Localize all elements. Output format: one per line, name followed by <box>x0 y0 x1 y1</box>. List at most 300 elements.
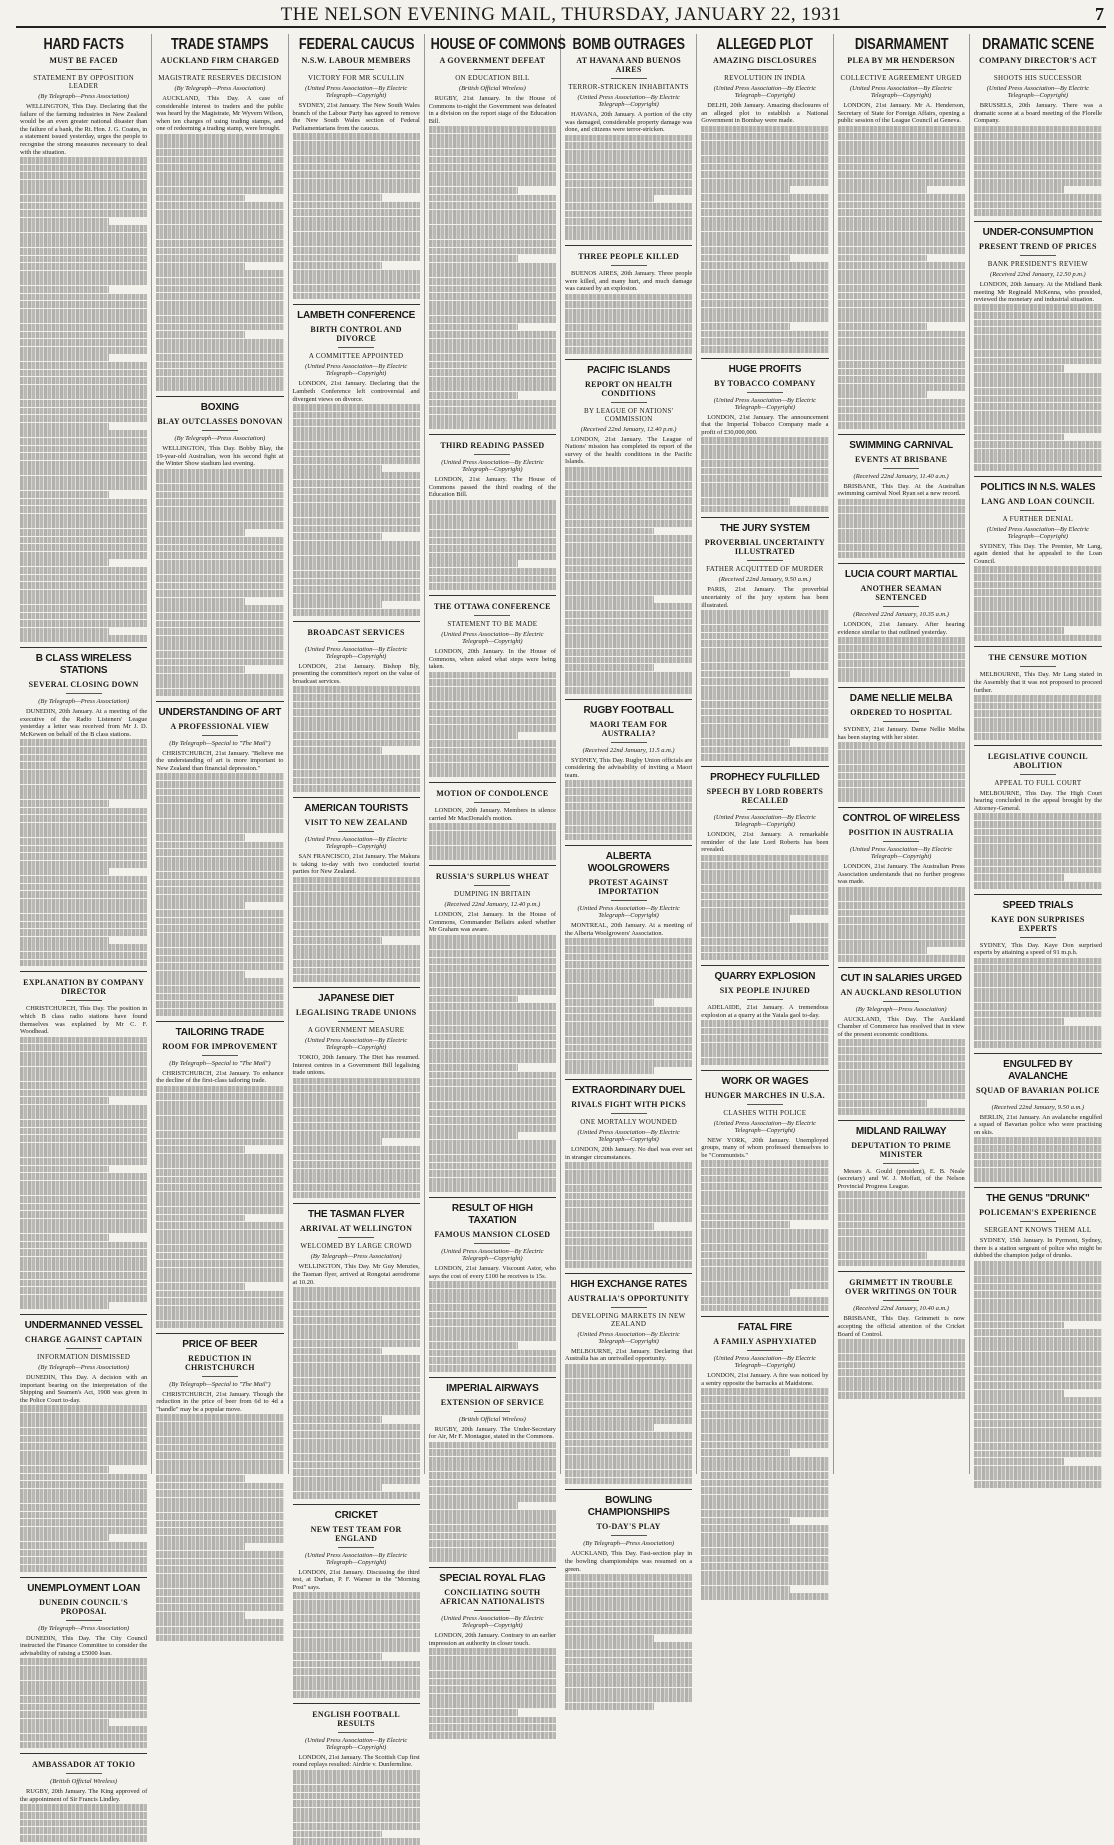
divider-rule <box>883 1001 919 1002</box>
text-line <box>429 293 556 300</box>
text-line <box>429 278 556 285</box>
story-byline: (United Press Association—By Electric Telegraph—Copyright) <box>713 813 817 828</box>
story-text: LONDON, 21st January. The League of Nations' mission has completed its report of the survey of the health conditions in the Pacific Islands. <box>565 435 693 466</box>
text-line <box>565 1253 692 1260</box>
news-story <box>429 434 556 590</box>
text-line <box>293 1093 420 1100</box>
story-byline: (By Telegraph—Special to "The Mail") <box>169 1380 271 1388</box>
text-line <box>429 853 556 860</box>
text-line <box>429 1296 556 1303</box>
story-text: SYDNEY, This Day. The Premier, Mr Lang, again denied that he appealed to the Loan Council. <box>973 542 1102 565</box>
text-line <box>701 194 828 201</box>
text-line <box>565 1261 692 1268</box>
text-line <box>20 552 147 559</box>
news-story <box>293 1703 420 1845</box>
text-line <box>974 350 1102 357</box>
text-line <box>156 834 245 841</box>
text-line <box>701 1160 828 1167</box>
text-line <box>293 526 420 533</box>
text-line <box>293 740 420 747</box>
text-line <box>429 1357 556 1364</box>
story-subheading: BROADCAST SERVICES <box>307 627 405 637</box>
text-line <box>565 1627 692 1634</box>
divider-rule <box>1020 774 1056 775</box>
story-byline: (British Official Wireless) <box>50 1778 118 1786</box>
text-line <box>701 133 828 140</box>
text-line <box>565 1424 654 1431</box>
story-subheading: AUSTRALIA'S OPPORTUNITY <box>567 1293 690 1303</box>
text-line <box>838 932 965 939</box>
text-line <box>293 270 420 277</box>
text-line <box>974 1352 1102 1359</box>
news-story <box>838 1120 965 1267</box>
text-line <box>701 1236 828 1243</box>
text-line <box>156 1597 283 1604</box>
text-line <box>156 826 283 833</box>
text-line <box>156 933 283 940</box>
text-line <box>838 506 965 513</box>
text-line <box>293 171 420 178</box>
text-line <box>156 1275 283 1282</box>
text-line <box>565 664 654 671</box>
story-text: AUCKLAND, This Day. The Auckland Chamber of Commerce has resolved that in view of the present economic conditions. <box>837 1015 965 1039</box>
text-line <box>20 1466 109 1473</box>
news-story <box>974 221 1102 471</box>
text-line <box>429 1079 556 1086</box>
text-line <box>565 687 692 694</box>
story-headline: UNDER-CONSUMPTION <box>982 226 1094 238</box>
news-story <box>565 1273 692 1485</box>
text-line <box>838 338 965 345</box>
text-line <box>20 1257 147 1264</box>
text-line <box>565 1478 692 1485</box>
news-story <box>156 56 283 391</box>
text-line <box>838 331 965 338</box>
text-line <box>565 1604 692 1611</box>
story-text: LONDON, 20th January. Contrary to an earlier impression an authority in closer touch. <box>428 1632 556 1647</box>
story-deck: TERROR-STRICKEN INHABITANTS <box>568 83 689 91</box>
text-line <box>701 1472 828 1479</box>
text-line <box>974 1367 1102 1374</box>
text-line <box>293 770 420 777</box>
text-line <box>429 1185 556 1192</box>
text-line <box>156 1521 283 1528</box>
news-story <box>20 971 147 1309</box>
text-line <box>701 610 828 617</box>
story-text: LONDON, 21st January. In the House of Commons, Commander Bellairs asked whether Mr Graham was aware. <box>428 911 556 934</box>
story-text: MONTREAL, 20th January. At a meeting of the Alberta Woolgrowers' Association. <box>565 922 693 937</box>
story-subheading: BY TOBACCO COMPANY <box>714 378 816 388</box>
text-line <box>565 1193 692 1200</box>
text-line <box>701 908 828 915</box>
text-line <box>156 575 283 582</box>
text-line <box>156 1498 283 1505</box>
text-line <box>429 1327 556 1334</box>
text-line <box>838 232 965 239</box>
text-line <box>565 634 692 641</box>
text-line <box>293 762 420 769</box>
text-line <box>701 1586 790 1593</box>
story-subheading: PLEA BY MR HENDERSON <box>847 56 955 65</box>
text-line <box>701 323 790 330</box>
story-text: WELLINGTON, This Day. Declaring that the failure of the farming industries in New Zealand would be an even greater national disaster than the failure of a bank, the Rt. Hon. J. G. Coates, in a statement issued yesterday, urges the people to recognise the strong measures necessary to deal with the situation. <box>20 103 148 156</box>
text-line <box>156 940 283 947</box>
story-subheading: MAORI TEAM FOR AUSTRALIA? <box>589 719 668 738</box>
text-line <box>974 373 1102 380</box>
story-subheading: DUNEDIN COUNCIL'S PROPOSAL <box>39 1597 129 1616</box>
text-line <box>701 862 828 869</box>
divider-rule <box>883 1300 919 1301</box>
text-line <box>20 248 147 255</box>
story-byline: (United Press Association—By Electric Telegraph—Copyright) <box>441 459 544 474</box>
text-line <box>429 1709 518 1716</box>
text-line <box>293 755 420 762</box>
news-story <box>20 1577 147 1749</box>
text-line <box>974 456 1102 463</box>
text-line <box>838 637 965 644</box>
text-line <box>429 838 556 845</box>
text-line <box>429 346 556 353</box>
story-byline: (Received 22nd January, 11.5 a.m.) <box>582 746 675 754</box>
text-line <box>156 849 283 856</box>
text-line <box>20 800 109 807</box>
story-subheading: LEGALISING TRADE UNIONS <box>295 1008 417 1018</box>
text-line <box>838 179 965 186</box>
text-line <box>20 1666 147 1673</box>
text-line <box>429 568 556 575</box>
text-line <box>429 672 556 679</box>
text-line <box>156 324 283 331</box>
text-line <box>565 535 692 542</box>
news-story <box>20 1314 147 1571</box>
text-line <box>293 1492 420 1499</box>
text-line <box>974 874 1064 881</box>
news-story <box>565 245 692 354</box>
text-line <box>20 1835 147 1842</box>
story-text: CHRISTCHURCH, 21st January. "Believe me the understanding of art is more important to New Zealand than financial depression." <box>156 749 284 772</box>
text-line <box>20 785 147 792</box>
text-line <box>565 969 692 976</box>
story-subheading: SEVERAL CLOSING DOWN <box>28 680 139 690</box>
text-line <box>293 404 420 411</box>
text-line <box>293 914 420 921</box>
text-line <box>429 1548 556 1555</box>
text-line <box>293 717 420 724</box>
news-story <box>838 1271 965 1399</box>
news-story <box>429 595 556 777</box>
text-line <box>565 309 692 316</box>
story-byline: (By Telegraph—Press Association) <box>38 93 129 100</box>
text-line <box>565 811 692 818</box>
story-byline: (By Telegraph—Press Association) <box>855 1005 947 1013</box>
text-line <box>565 961 692 968</box>
text-line <box>974 312 1102 319</box>
column-6 <box>697 34 833 1474</box>
text-line <box>565 588 692 595</box>
text-line <box>429 560 518 567</box>
text-line <box>701 946 828 953</box>
text-line <box>20 808 147 815</box>
text-line <box>20 415 147 422</box>
text-line <box>156 499 283 506</box>
divider-rule <box>747 1104 783 1105</box>
story-headline: SPEED TRIALS <box>1002 899 1074 911</box>
text-line <box>701 1518 790 1525</box>
text-line <box>20 423 109 430</box>
text-line <box>429 187 518 194</box>
text-line <box>565 1238 692 1245</box>
text-line <box>701 678 828 685</box>
text-line <box>156 134 283 141</box>
news-story <box>429 1197 556 1371</box>
story-subheading: VISIT TO NEW ZEALAND <box>304 817 408 827</box>
story-text: DUNEDIN, 20th January. At a meeting of the executive of the Radio Listeners' League yesterday a letter was received from Mr J. D. McKewen on behalf of the B class stations. <box>20 708 148 738</box>
text-line <box>974 388 1102 395</box>
text-line <box>293 907 420 914</box>
text-line <box>429 545 556 552</box>
story-headline: LAMBETH CONFERENCE <box>297 310 416 322</box>
text-line <box>293 1484 382 1491</box>
news-story <box>20 56 147 642</box>
divider-rule <box>338 1237 374 1238</box>
text-line <box>156 141 283 148</box>
text-line <box>701 1168 828 1175</box>
story-headline: RESULT OF HIGH TAXATION <box>451 1203 533 1227</box>
text-line <box>974 1261 1102 1268</box>
story-deck: STATEMENT TO BE MADE <box>447 620 538 629</box>
text-line <box>429 1732 556 1739</box>
text-line <box>701 262 828 269</box>
story-subheading: EXTENSION OF SERVICE <box>440 1397 544 1407</box>
text-line <box>701 1533 828 1540</box>
text-line <box>293 1302 420 1309</box>
story-deck: A COMMITTEE APPOINTED <box>308 352 404 361</box>
story-text: SYDNEY, This Day. Kaye Don surprised experts by attaining a speed of 91 m.p.h. <box>973 941 1102 957</box>
text-line <box>20 256 147 263</box>
column-2 <box>152 34 288 1474</box>
text-line <box>293 1085 420 1092</box>
text-line <box>20 876 147 883</box>
text-line <box>429 1457 556 1464</box>
column-7 <box>834 34 970 1474</box>
divider-rule <box>338 69 374 70</box>
text-line <box>20 347 147 354</box>
text-line <box>429 1117 556 1124</box>
text-line <box>565 218 692 225</box>
story-byline: (United Press Association—By Electric Telegraph—Copyright) <box>441 631 544 646</box>
text-line <box>20 613 147 620</box>
text-line <box>701 1487 828 1494</box>
text-line <box>974 418 1102 425</box>
text-line <box>974 604 1102 611</box>
text-line <box>156 1268 283 1275</box>
text-line <box>20 339 147 346</box>
text-line <box>293 1363 420 1370</box>
text-line <box>156 1604 283 1611</box>
story-text: CHRISTCHURCH, 21st January. To enhance the decline of the first-class tailoring trade. <box>156 1069 284 1085</box>
text-line <box>429 694 556 701</box>
text-line <box>701 953 828 960</box>
text-line <box>20 1413 147 1420</box>
text-line <box>293 472 420 479</box>
text-line <box>20 1044 147 1051</box>
text-line <box>429 1540 556 1547</box>
text-line <box>974 1397 1102 1404</box>
story-subheading: GRIMMETT IN TROUBLE OVER WRITINGS ON TOUR <box>845 1278 958 1297</box>
story-byline: (United Press Association—By Electric Telegraph—Copyright) <box>441 1248 544 1263</box>
text-line <box>701 452 828 459</box>
text-line <box>156 1313 283 1320</box>
text-line <box>429 1125 556 1132</box>
text-line <box>429 553 556 560</box>
text-line <box>565 142 692 149</box>
news-story <box>565 699 692 841</box>
text-line <box>20 1295 147 1302</box>
text-line <box>974 597 1102 604</box>
text-line <box>20 544 147 551</box>
text-line <box>838 645 965 652</box>
text-line <box>565 1635 654 1642</box>
column-headline: FEDERAL CAUCUS <box>298 36 414 53</box>
text-line <box>293 1691 420 1698</box>
text-line <box>701 1540 828 1547</box>
text-line <box>293 1683 420 1690</box>
text-line <box>701 468 828 475</box>
text-line <box>20 1420 147 1427</box>
text-line <box>701 900 828 907</box>
story-text: SYDNEY, This Day. Rugby Union officials are considering the advisability of inviting a Maori team. <box>565 756 693 779</box>
text-line <box>974 1175 1102 1182</box>
text-line <box>429 1011 556 1018</box>
divider-rule <box>474 885 510 886</box>
text-line <box>429 384 556 391</box>
text-line <box>838 544 965 551</box>
text-line <box>293 1446 420 1453</box>
story-text: LONDON, 21st January. A fire was noticed by a sentry opposite the barracks at Maidstone. <box>701 1372 829 1388</box>
text-line <box>565 157 692 164</box>
text-line <box>293 1317 420 1324</box>
text-line <box>838 1191 965 1198</box>
text-line <box>293 442 420 449</box>
text-line <box>701 490 828 497</box>
text-line <box>429 422 556 429</box>
text-line <box>565 1703 654 1710</box>
story-subheading: A PROFESSIONAL VIEW <box>170 721 270 731</box>
story-headline: TAILORING TRADE <box>175 1026 265 1038</box>
story-headline: DAME NELLIE MELBA <box>849 693 953 705</box>
divider-rule <box>202 1055 238 1056</box>
text-line <box>838 780 965 787</box>
story-byline: (United Press Association—By Electric Telegraph—Copyright) <box>304 1037 408 1052</box>
text-line <box>565 180 692 187</box>
story-headline: THE JURY SYSTEM <box>719 523 810 535</box>
text-line <box>20 1059 147 1066</box>
text-line <box>20 1489 147 1496</box>
story-headline: SWIMMING CARNIVAL <box>849 439 953 451</box>
text-line <box>156 1093 283 1100</box>
text-line <box>20 514 147 521</box>
text-line <box>838 1252 927 1259</box>
text-line <box>838 1077 965 1084</box>
text-line <box>20 739 147 746</box>
story-deck: CLASHES WITH POLICE <box>723 1108 807 1117</box>
text-line <box>293 141 420 148</box>
text-line <box>20 195 147 202</box>
text-line <box>20 1812 147 1819</box>
story-subheading: TO-DAY'S PLAY <box>596 1522 661 1532</box>
text-line <box>565 1052 692 1059</box>
text-line <box>20 1211 147 1218</box>
text-line <box>20 1166 109 1173</box>
text-line <box>20 747 147 754</box>
text-line <box>20 537 147 544</box>
story-text: LONDON, 21st January. The announcement that the Imperial Tobacco Company made a profit of £30,000,000. <box>701 413 829 436</box>
story-byline: (United Press Association—By Electric Telegraph—Copyright) <box>304 363 408 378</box>
text-line <box>838 1222 965 1229</box>
text-line <box>293 232 420 239</box>
divider-rule <box>1020 1099 1056 1100</box>
news-story <box>429 782 556 860</box>
text-line <box>293 541 420 548</box>
text-line <box>838 668 965 675</box>
text-line <box>429 1724 556 1731</box>
story-deck: WELCOMED BY LARGE CROWD <box>300 1242 412 1251</box>
text-line <box>565 1029 692 1036</box>
text-line <box>974 1481 1102 1488</box>
text-line <box>429 950 556 957</box>
text-line <box>838 300 965 307</box>
text-line <box>701 308 828 315</box>
story-deck: A FURTHER DENIAL <box>1002 514 1074 523</box>
text-line <box>156 1566 283 1573</box>
text-line <box>565 173 692 180</box>
news-story <box>565 56 692 240</box>
text-line <box>974 627 1064 634</box>
story-text: MELBOURNE, This Day. The High Court hearing concluded in the appeal brought by the Attorney-General. <box>973 789 1102 812</box>
news-story <box>838 687 965 802</box>
text-line <box>701 126 828 133</box>
story-byline: (United Press Association—By Electric Telegraph—Copyright) <box>713 1355 817 1370</box>
text-line <box>701 885 828 892</box>
text-line <box>838 133 965 140</box>
text-line <box>293 702 420 709</box>
text-line <box>838 1039 965 1046</box>
story-headline: HIGH EXCHANGE RATES <box>570 1278 687 1290</box>
text-line <box>156 1260 283 1267</box>
text-line <box>701 1426 828 1433</box>
text-line <box>429 732 518 739</box>
news-story <box>429 1567 556 1738</box>
story-subheading: MOTION OF CONDOLENCE <box>436 789 549 799</box>
story-subheading: FAMOUS MANSION CLOSED <box>434 1230 551 1240</box>
masthead <box>16 6 1106 28</box>
text-line <box>974 1359 1102 1366</box>
text-line <box>20 1150 147 1157</box>
news-story <box>20 1753 147 1841</box>
text-line <box>20 937 109 944</box>
text-line <box>156 1101 283 1108</box>
column-4 <box>425 34 566 1647</box>
text-line <box>293 556 420 563</box>
story-headline: POLITICS IN N.S. WALES <box>980 481 1096 493</box>
text-line <box>565 1170 692 1177</box>
text-line <box>701 1050 828 1057</box>
divider-rule <box>883 468 919 469</box>
text-line <box>20 1681 147 1688</box>
text-line <box>293 1815 420 1822</box>
text-line <box>701 855 828 862</box>
text-line <box>565 558 692 565</box>
